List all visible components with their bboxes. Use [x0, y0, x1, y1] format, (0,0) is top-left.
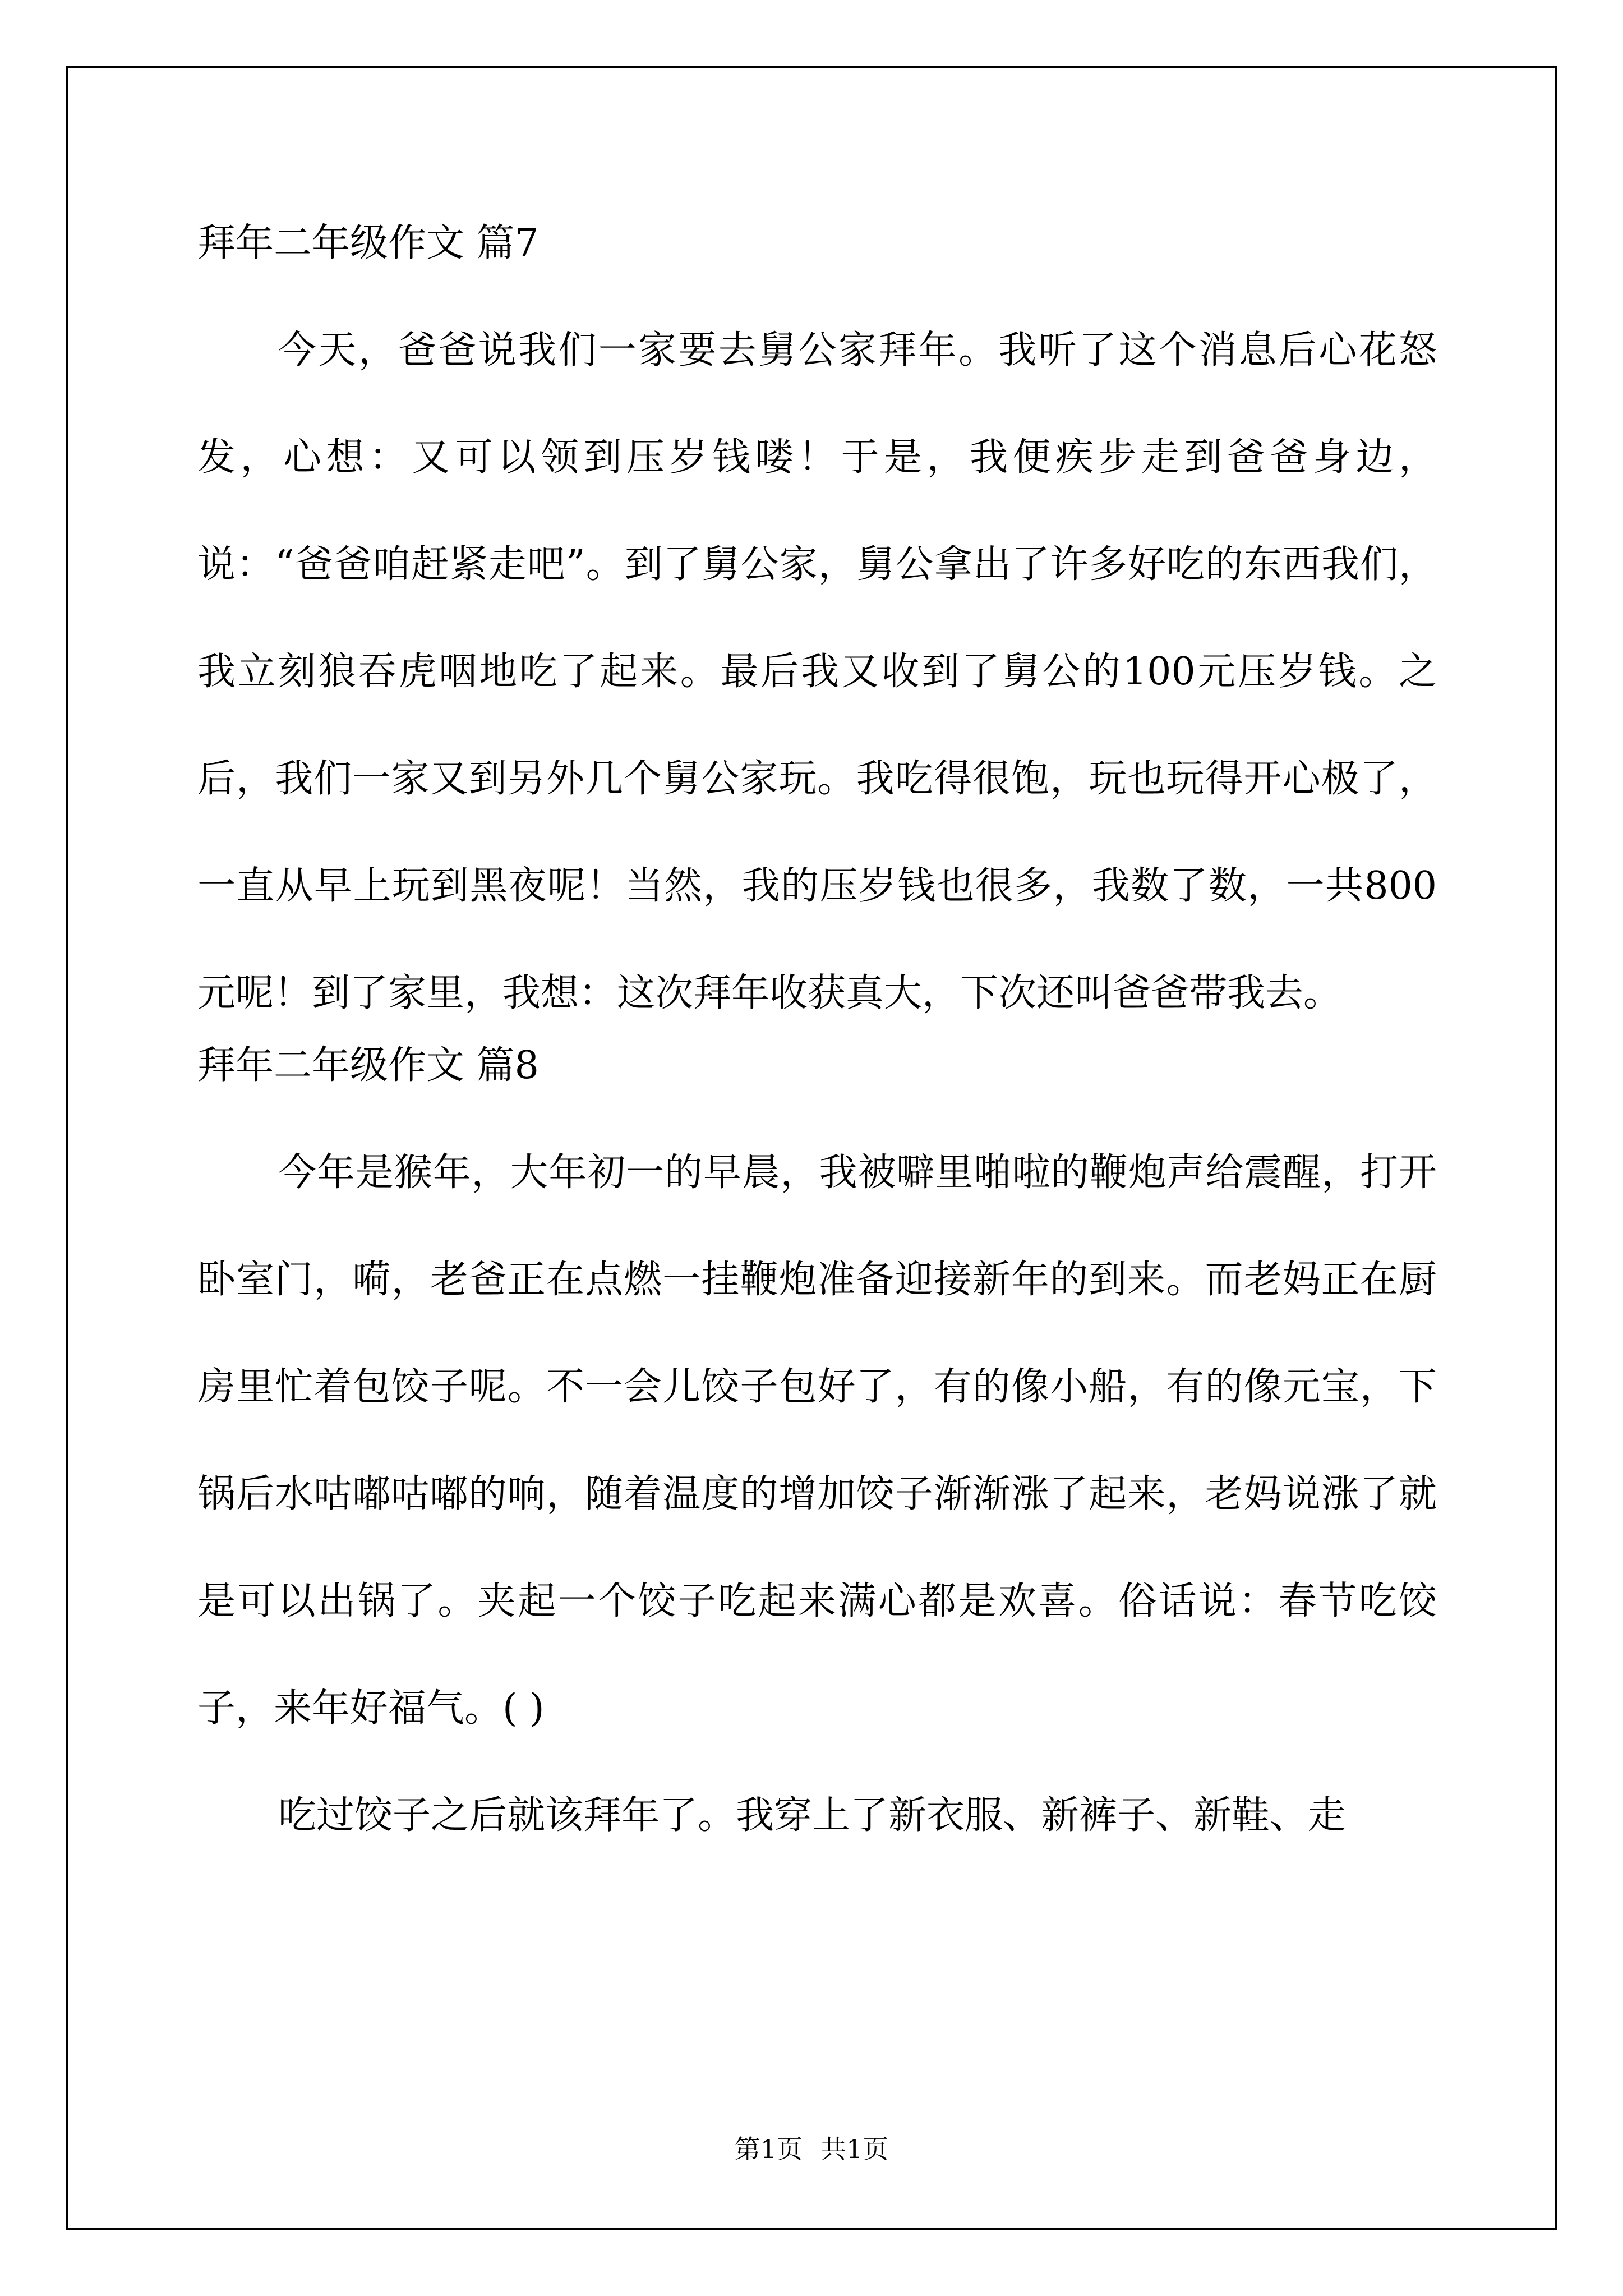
page-total: 共1页	[820, 2134, 889, 2164]
paragraph-7-1: 今天，爸爸说我们一家要去舅公家拜年。我听了这个消息后心花怒发，心想：又可以领到压岁钱喽！于是，我便疾步走到爸爸身边，说：“爸爸咱赶紧走吧”。到了舅公家，舅公拿出了许多好吃的东西我们，我立刻狼吞虎咽地吃了起来。最后我又收到了舅公的100元压岁钱。之后，我们一家又到另外几个舅公家玩。我吃得很饱，玩也玩得开心极了，一直从早上玩到黑夜呢！当然，我的压岁钱也很多，我数了数，一共800元呢！到了家里，我想：这次拜年收获真大，下次还叫爸爸带我去。	[197, 328, 1437, 1015]
section-heading-7: 拜年二年级作文 篇7	[197, 221, 539, 265]
page-footer	[0, 2133, 1623, 2165]
section-heading-8: 拜年二年级作文 篇8	[197, 1043, 539, 1088]
paragraph-8-2: 吃过饺子之后就该拜年了。我穿上了新衣服、新裤子、新鞋、走	[278, 1793, 1347, 1838]
page-number: 第1页	[734, 2134, 803, 2164]
document-body	[197, 217, 1437, 1869]
paragraph-8-1: 今年是猴年，大年初一的早晨，我被噼里啪啦的鞭炮声给震醒，打开卧室门，嗬，老爸正在点燃一挂鞭炮准备迎接新年的到来。而老妈正在厨房里忙着包饺子呢。不一会儿饺子包好了，有的像小船，有的像元宝，下锅后水咕嘟咕嘟的响，随着温度的增加饺子渐渐涨了起来，老妈说涨了就是可以出锅了。夹起一个饺子吃起来满心都是欢喜。俗话说：春节吃饺子，来年好福气。( )	[197, 1151, 1437, 1731]
